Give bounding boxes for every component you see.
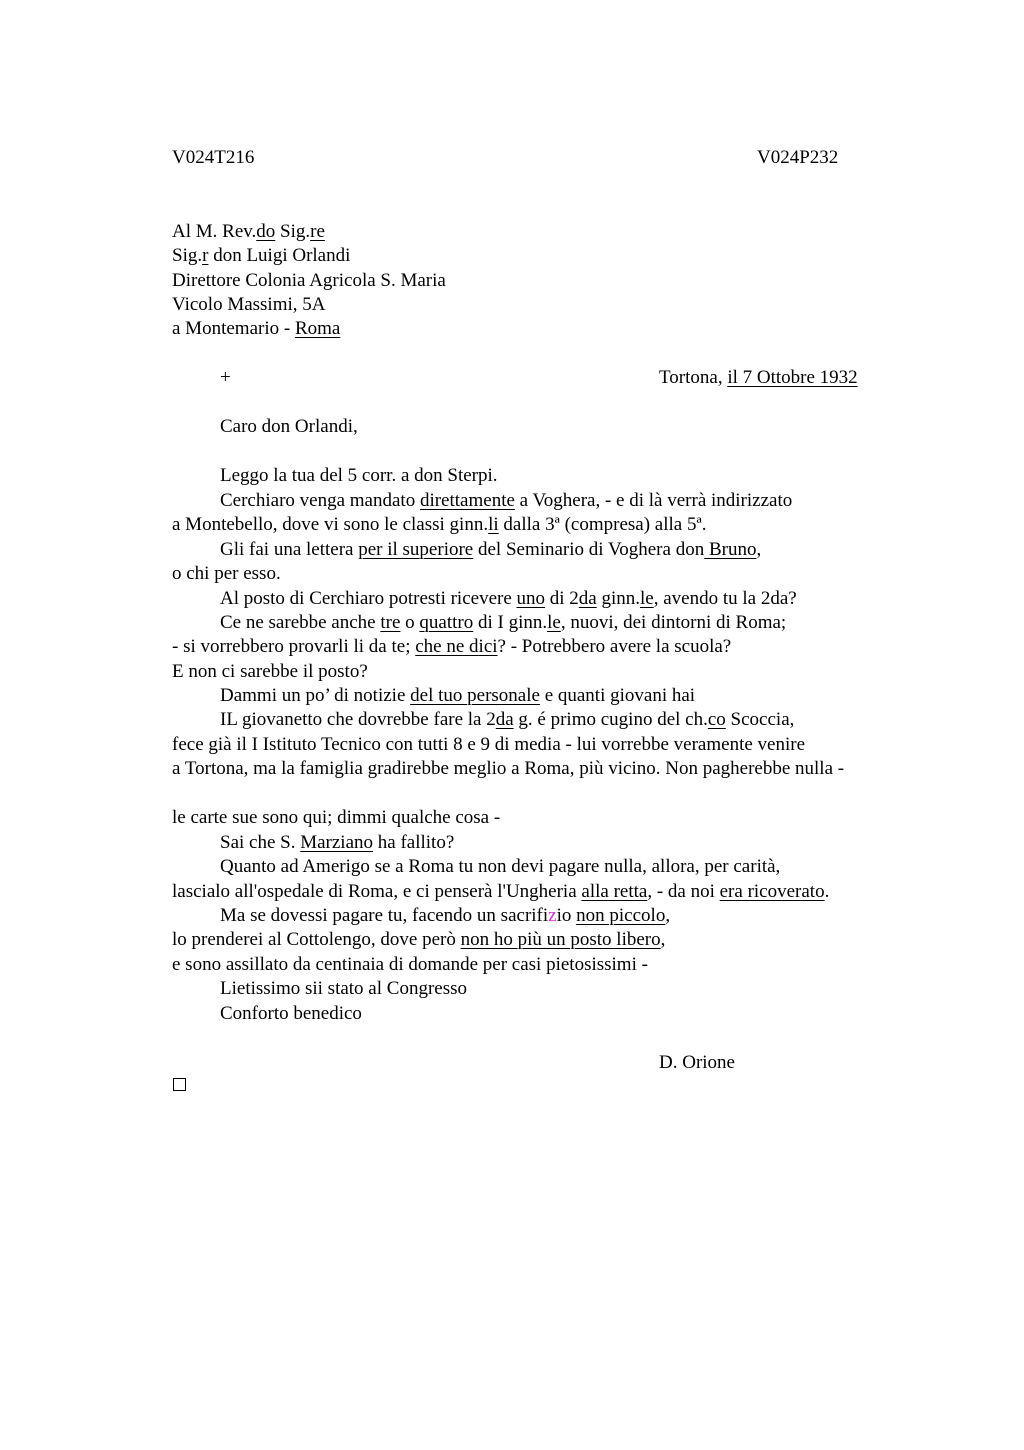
body-text: Ma se dovessi pagare tu, facendo un sacrifi xyxy=(220,905,549,926)
body-text: dalla 3ª (compresa) alla 5ª. xyxy=(498,514,707,535)
body-text: a Montebello, dove vi sono le classi ginn. xyxy=(172,514,489,535)
body-text: g. é primo cugino del ch. xyxy=(513,709,708,730)
body-underline: del tuo personale xyxy=(410,685,540,706)
body-line xyxy=(220,708,794,732)
cross-mark: + xyxy=(220,367,231,388)
address-text: Sig. xyxy=(172,245,203,266)
body-underline: Bruno xyxy=(704,539,757,560)
body-text: lascialo all'ospedale di Roma, e ci penserà l'Ungheria xyxy=(172,881,582,902)
body-text: Cerchiaro venga mandato xyxy=(220,490,420,511)
body-text: ginn. xyxy=(596,588,641,609)
address-city: Roma xyxy=(294,318,341,339)
body-underline: direttamente xyxy=(419,490,515,511)
body-underline: non piccolo xyxy=(576,905,666,926)
body-text: IL giovanetto che dovrebbe fare la 2 xyxy=(220,709,496,730)
body-line: E non ci sarebbe il posto? xyxy=(172,661,368,682)
body-text: e quanti giovani hai xyxy=(539,685,696,706)
body-underline: alla retta xyxy=(581,881,648,902)
address-text: Al M. Rev. xyxy=(172,221,257,242)
body-underline: era ricoverato xyxy=(719,881,825,902)
closing-line: Conforto benedico xyxy=(220,1003,362,1024)
body-text: io xyxy=(556,905,577,926)
body-underline: Marziano xyxy=(300,832,374,853)
address-line-1 xyxy=(172,220,325,244)
body-line: o chi per esso. xyxy=(172,563,281,584)
doc-code-left: V024T216 xyxy=(172,147,255,168)
body-underline: le xyxy=(640,588,654,609)
body-line: a Tortona, ma la famiglia gradirebbe meglio a Roma, più vicino. Non pagherebbe nulla - xyxy=(172,758,845,779)
body-text: , avendo tu la 2da? xyxy=(653,588,797,609)
body-underline: da xyxy=(495,709,514,730)
body-text: Scoccia, xyxy=(725,709,795,730)
body-line xyxy=(172,635,731,659)
body-line: e sono assillato da centinaia di domande per casi pietosissimi - xyxy=(172,954,648,975)
body-underline: da xyxy=(578,588,597,609)
body-line xyxy=(220,611,786,635)
address-text: a Montemario - xyxy=(172,318,295,339)
body-text: di I ginn. xyxy=(473,612,548,633)
body-line xyxy=(220,684,695,708)
body-underline: co xyxy=(707,709,726,730)
doc-code-right: V024P232 xyxy=(757,147,839,168)
body-line xyxy=(172,513,706,537)
address-abbrev: r xyxy=(202,245,209,266)
body-underline: non ho più un posto libero xyxy=(460,929,661,950)
address-line-3: Direttore Colonia Agricola S. Maria xyxy=(172,270,446,291)
highlighted-letter: z xyxy=(548,905,557,926)
body-text: Al posto di Cerchiaro potresti ricevere xyxy=(220,588,517,609)
body-underline: quattro xyxy=(419,612,474,633)
body-text: a Voghera, - e di là verrà indirizzato xyxy=(514,490,793,511)
body-text: . xyxy=(824,881,830,902)
body-line xyxy=(220,904,670,928)
body-line xyxy=(220,831,454,855)
body-underline: li xyxy=(488,514,499,535)
dateline-date: il 7 Ottobre 1932 xyxy=(727,367,858,388)
address-text: don Luigi Orlandi xyxy=(208,245,351,266)
square-mark-icon xyxy=(173,1078,186,1091)
body-text: , xyxy=(756,539,762,560)
body-line xyxy=(220,489,792,513)
body-text: , nuovi, dei dintorni di Roma; xyxy=(560,612,787,633)
body-line: Quanto ad Amerigo se a Roma tu non devi pagare nulla, allora, per carità, xyxy=(220,856,781,877)
address-abbrev: re xyxy=(310,221,325,242)
body-text: Ce ne sarebbe anche xyxy=(220,612,381,633)
body-line: le carte sue sono qui; dimmi qualche cosa - xyxy=(172,807,501,828)
dateline xyxy=(659,366,858,390)
body-text: Dammi un po’ di notizie xyxy=(220,685,411,706)
body-text: , xyxy=(660,929,666,950)
body-line xyxy=(172,928,665,952)
body-text: di 2 xyxy=(545,588,579,609)
body-text: ha fallito? xyxy=(373,832,455,853)
body-line: Lietissimo sii stato al Congresso xyxy=(220,978,467,999)
body-line xyxy=(220,538,761,562)
address-line-2 xyxy=(172,244,350,268)
body-text: o xyxy=(400,612,420,633)
body-text: ? - Potrebbero avere la scuola? xyxy=(497,636,732,657)
body-line: Leggo la tua del 5 corr. a don Sterpi. xyxy=(220,465,498,486)
body-text: - si vorrebbero provarli li da te; xyxy=(172,636,416,657)
body-text: Sai che S. xyxy=(220,832,301,853)
body-line xyxy=(172,880,829,904)
body-text: , xyxy=(665,905,671,926)
body-underline: che ne dici xyxy=(415,636,498,657)
body-underline: tre xyxy=(380,612,401,633)
address-line-5 xyxy=(172,317,340,341)
body-line xyxy=(220,587,797,611)
signature: D. Orione xyxy=(659,1052,735,1073)
body-underline: uno xyxy=(516,588,546,609)
address-line-4: Vicolo Massimi, 5A xyxy=(172,294,326,315)
body-text: del Seminario di Voghera don xyxy=(473,539,705,560)
body-text: Gli fai una lettera xyxy=(220,539,359,560)
body-line: fece già il I Istituto Tecnico con tutti 8 e 9 di media - lui vorrebbe veramente venire xyxy=(172,734,806,755)
dateline-place: Tortona, xyxy=(659,367,728,388)
body-text: lo prenderei al Cottolengo, dove però xyxy=(172,929,461,950)
body-text: , - da noi xyxy=(647,881,720,902)
address-text: Sig. xyxy=(275,221,311,242)
body-underline: per il superiore xyxy=(358,539,474,560)
address-abbrev: do xyxy=(256,221,276,242)
salutation: Caro don Orlandi, xyxy=(220,416,358,437)
body-underline: le xyxy=(547,612,561,633)
